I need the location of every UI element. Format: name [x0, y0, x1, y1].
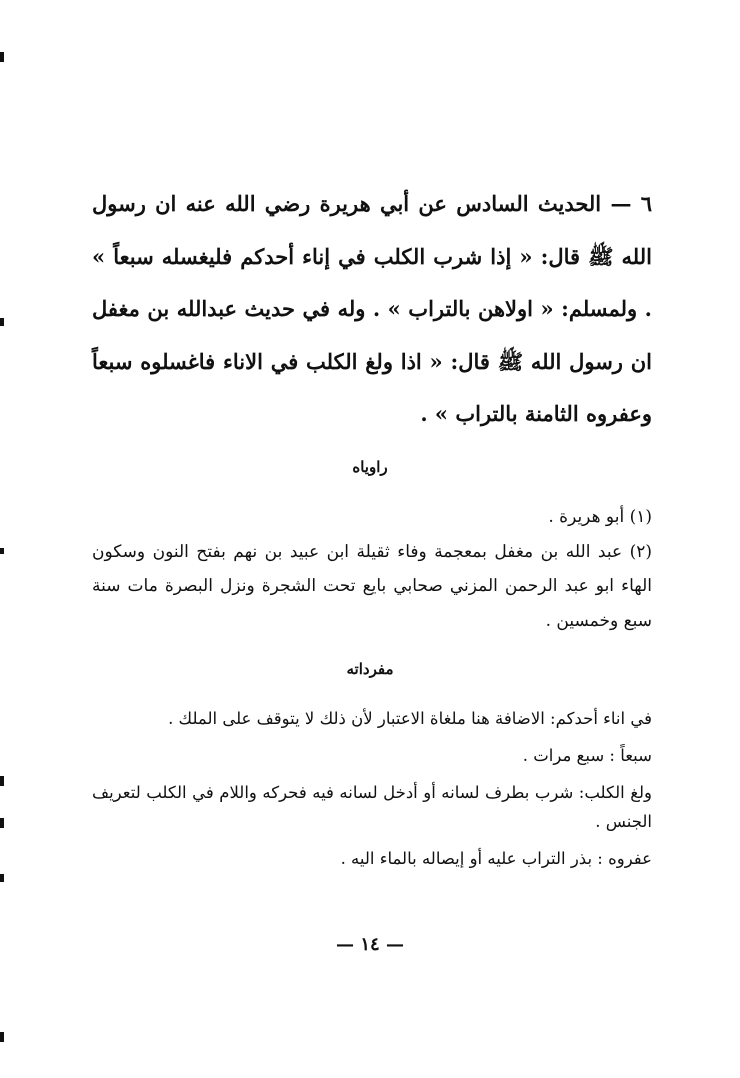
scan-edge-mark — [0, 776, 4, 786]
hadith-text: الحديث السادس عن أبي هريرة رضي الله عنه ان رسول الله ﷺ قال: « إذا شرب الكلب في إناء أحدكم فليغسله سبعاً » . ولمسلم: « اولاهن بالتراب » . وله في حديث عبدالله بن مغفل ان رسول الله ﷺ قال: « اذا ولغ الكلب في الاناء فاغسلوه سبعاً وعفروه الثامنة بالتراب » . — [92, 191, 652, 426]
scan-edge-mark — [0, 874, 4, 882]
scan-edge-mark — [0, 548, 4, 554]
narrator-item: (٢) عبد الله بن مغفل بمعجمة وفاء ثقيلة ابن عبيد بن نهم بفتح النون وسكون الهاء ابو عبد الرحمن المزني صحابي بايع تحت الشجرة ونزل البصرة مات سنة سبع وخمسين . — [92, 541, 652, 631]
vocabulary-list — [92, 704, 652, 881]
narrator-item: (١) أبو هريرة . — [548, 507, 652, 527]
hadith-number: ٦ — [640, 191, 653, 216]
scan-edge-mark — [0, 318, 4, 326]
vocabulary-item: في اناء أحدكم: الاضافة هنا ملغاة الاعتبار لأن ذلك لا يتوقف على الملك . — [168, 709, 652, 728]
hadith-separator: — — [610, 191, 632, 216]
vocabulary-item: سبعاً : سبع مرات . — [522, 746, 652, 765]
narrators-list — [92, 500, 652, 638]
vocabulary-heading: مفرداته — [346, 660, 394, 678]
scan-edge-mark — [0, 1032, 4, 1042]
vocabulary-item: عفروه : بذر التراب عليه أو إيصاله بالماء اليه . — [340, 849, 652, 868]
narrators-heading: راوياه — [352, 458, 388, 476]
scan-edge-mark — [0, 52, 4, 62]
page-number: — ١٤ — — [336, 934, 404, 955]
scan-edge-mark — [0, 818, 4, 828]
hadith-paragraph — [92, 178, 652, 441]
vocabulary-item: ولغ الكلب: شرب بطرف لسانه أو أدخل لسانه فيه فحركه واللام في الكلب لتعريف الجنس . — [92, 783, 652, 831]
